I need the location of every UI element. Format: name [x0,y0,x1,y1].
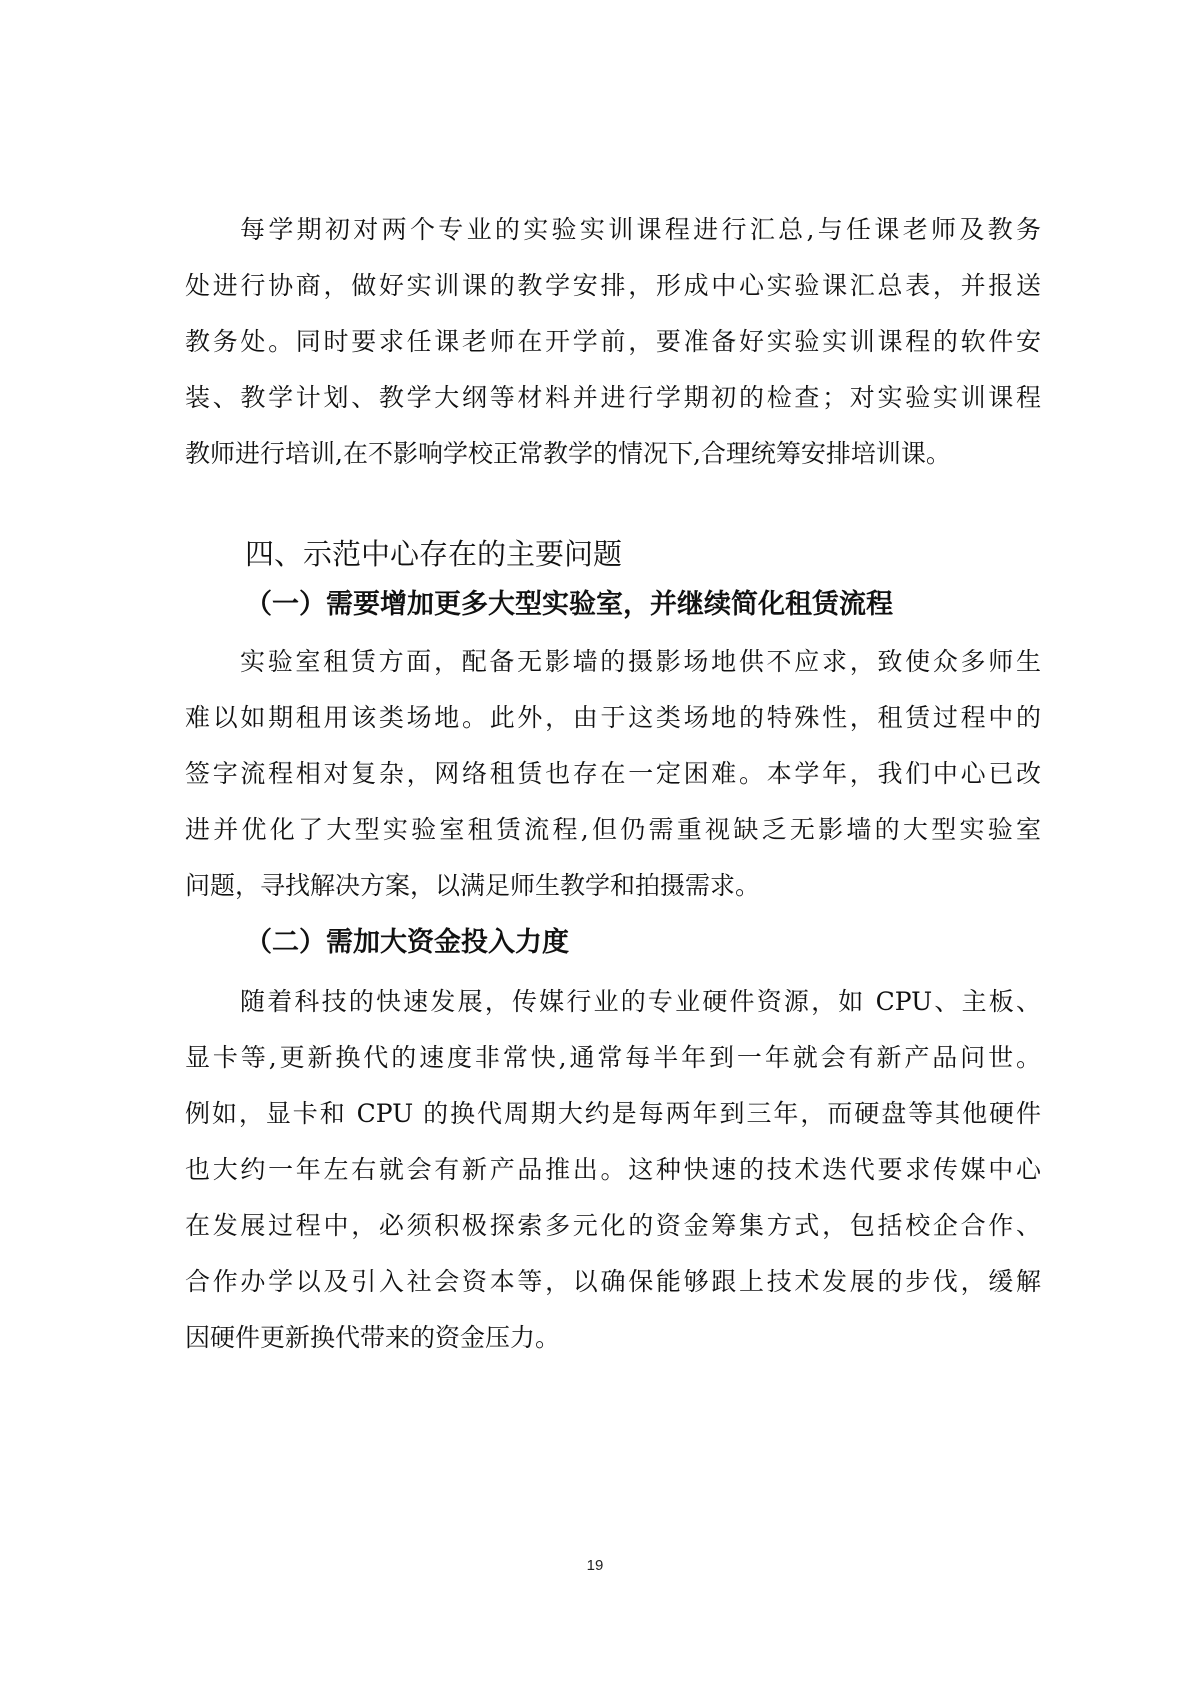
paragraph-line: 也大约一年左右就会有新产品推出。这种快速的技术迭代要求传媒中心 [185,1155,1041,1184]
section-title: 四、示范中心存在的主要问题 [245,537,623,571]
paragraph-line: 每学期初对两个专业的实验实训课程进行汇总,与任课老师及教务 [240,215,1041,244]
subsection-title-1: （一）需要增加更多大型实验室，并继续简化租赁流程 [245,589,893,620]
paragraph-line: 教师进行培训,在不影响学校正常教学的情况下,合理统筹安排培训课。 [185,439,951,468]
subsection-title-2: （二）需加大资金投入力度 [245,927,569,958]
paragraph-line: 签字流程相对复杂，网络租赁也存在一定困难。本学年，我们中心已改 [185,759,1041,788]
paragraph-line: 实验室租赁方面，配备无影墙的摄影场地供不应求，致使众多师生 [240,647,1041,676]
paragraph-line: 进并优化了大型实验室租赁流程,但仍需重视缺乏无影墙的大型实验室 [185,815,1041,844]
paragraph-line: 因硬件更新换代带来的资金压力。 [185,1323,561,1352]
paragraph-line: 在发展过程中，必须积极探索多元化的资金筹集方式，包括校企合作、 [185,1211,1041,1240]
paragraph-line: 随着科技的快速发展，传媒行业的专业硬件资源，如 CPU、主板、 [240,987,1041,1016]
page-number: 19 [586,1557,604,1574]
paragraph-line: 装、教学计划、教学大纲等材料并进行学期初的检查；对实验实训课程 [185,383,1041,412]
paragraph-line: 显卡等,更新换代的速度非常快,通常每半年到一年就会有新产品问世。 [185,1043,1041,1072]
paragraph-line: 例如，显卡和 CPU 的换代周期大约是每两年到三年，而硬盘等其他硬件 [185,1099,1041,1128]
paragraph-line: 难以如期租用该类场地。此外，由于这类场地的特殊性，租赁过程中的 [185,703,1041,732]
paragraph-line: 合作办学以及引入社会资本等，以确保能够跟上技术发展的步伐，缓解 [185,1267,1041,1296]
paragraph-line: 教务处。同时要求任课老师在开学前，要准备好实验实训课程的软件安 [185,327,1041,356]
paragraph-line: 问题，寻找解决方案，以满足师生教学和拍摄需求。 [185,871,761,900]
paragraph-line: 处进行协商，做好实训课的教学安排，形成中心实验课汇总表，并报送 [185,271,1041,300]
